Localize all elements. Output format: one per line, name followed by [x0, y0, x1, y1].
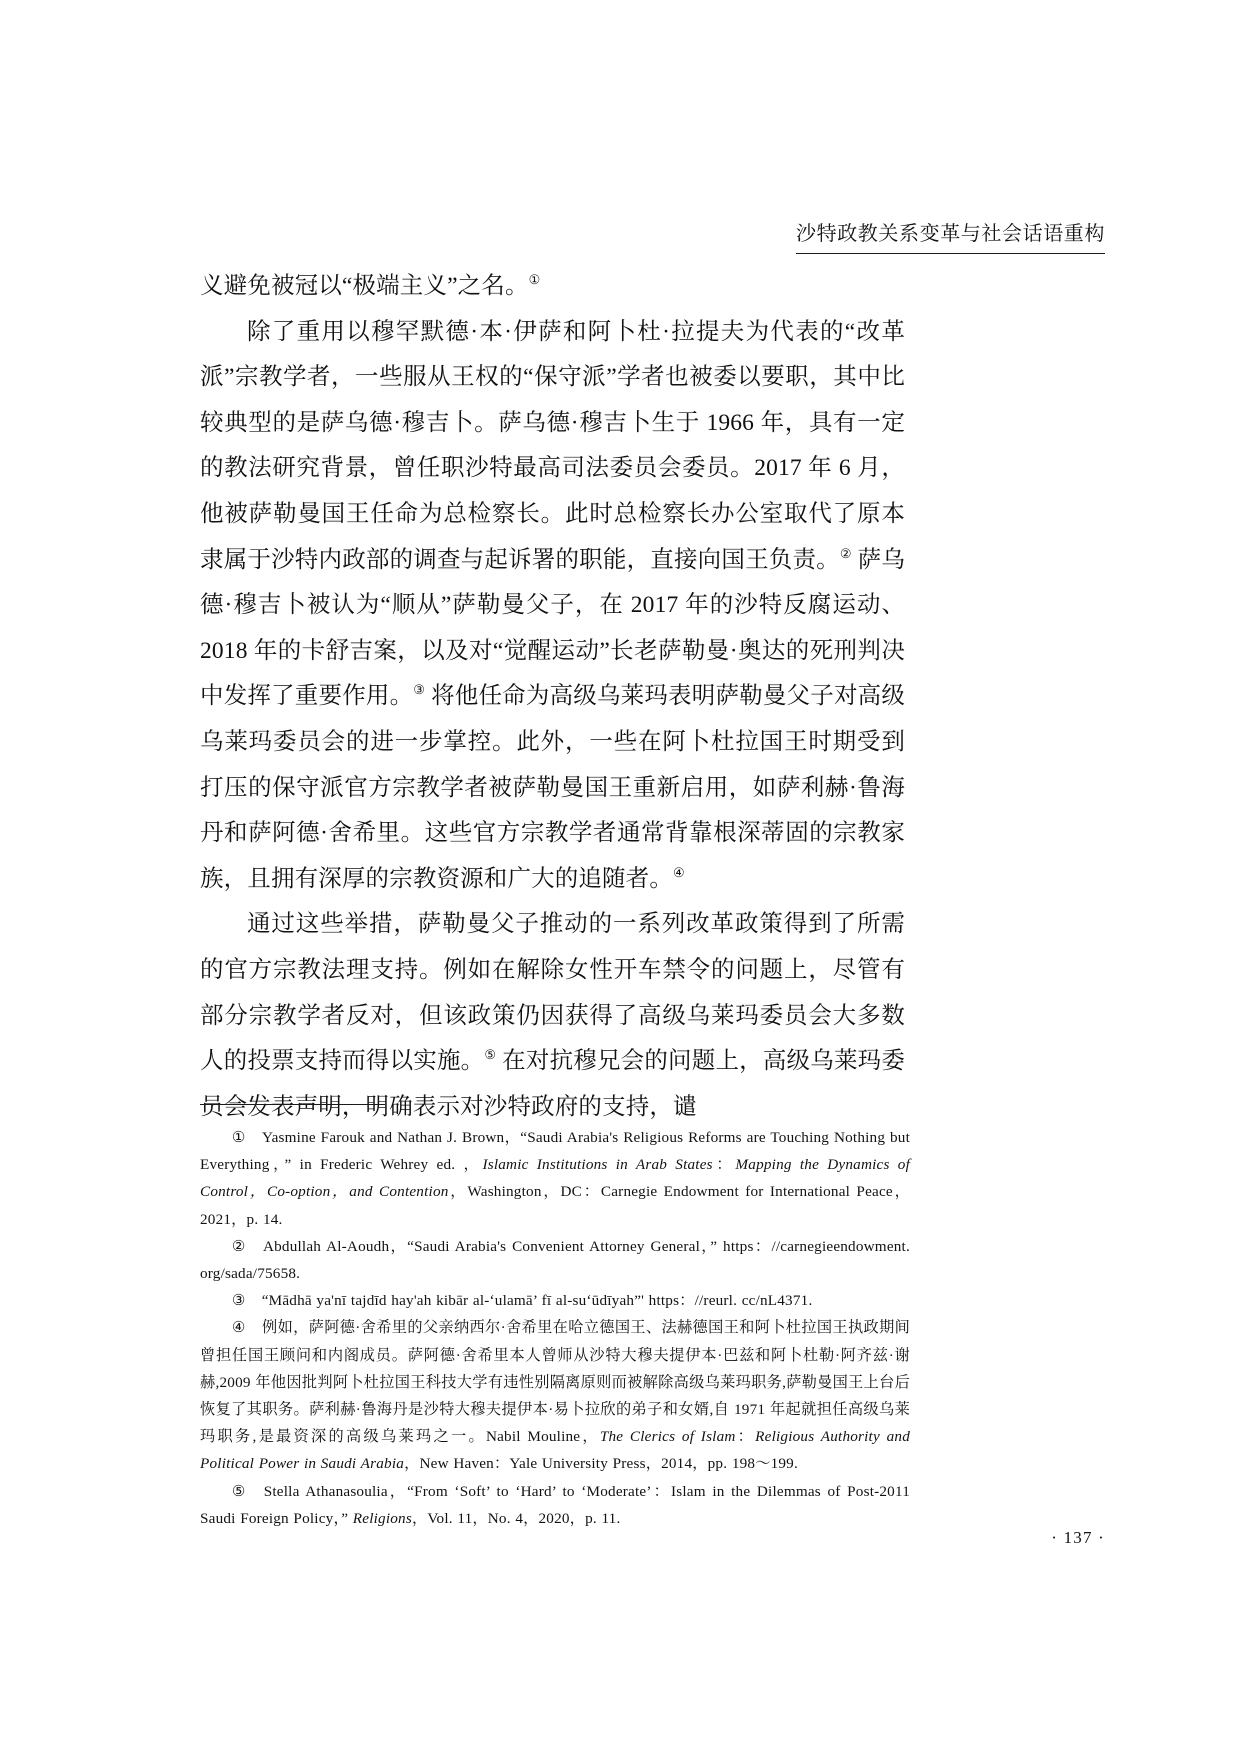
footnote-text: Yasmine Farouk and Nathan J. Brown，“Saudi Arabia's Religious Reforms are Touching Nothing but Everything，” in Frederic Wehrey ed. ， — [200, 1129, 910, 1174]
footnote-title-italic: Religious Authority and Political Power in Saudi Arabia — [200, 1428, 910, 1473]
paragraph-2 — [200, 310, 905, 903]
footnote-marker: ⑤ — [231, 1482, 264, 1500]
paragraph-2-text: 除了重用以穆罕默德·本·伊萨和阿卜杜·拉提夫为代表的“改革派”宗教学者，一些服从王权的“保守派”学者也被委以要职，其中比较典型的是萨乌德·穆吉卜。萨乌德·穆吉卜生于 1966 年，具有一定的教法研究背景，曾任职沙特最高司法委员会委员。2017 年 6 月，他被萨勒曼国王任命为总检察长。此时总检察长办公室取代了原本隶属于沙特内政部的调查与起诉署的职能，直接向国王负责。 — [200, 318, 905, 573]
paragraph-1-text: 义避免被冠以“极端主义”之名。 — [200, 273, 529, 299]
footnote-item — [200, 1314, 910, 1477]
footnote-title-italic: Islamic Institutions in Arab States — [482, 1156, 713, 1174]
footnote-marker: ① — [231, 1129, 262, 1146]
footnote-item — [200, 1233, 910, 1287]
footnote-item — [200, 1124, 910, 1233]
body-text — [200, 264, 905, 1130]
footnote-ref-3: ③ — [413, 682, 425, 698]
footnote-text: ： — [735, 1428, 756, 1446]
footnote-marker: ③ — [231, 1292, 262, 1310]
paragraph-3-text: 通过这些举措，萨勒曼父子推动的一系列改革政策得到了所需的官方宗教法理支持。例如在解除女性开车禁令的问题上，尽管有部分宗教学者反对，但该政策仍因获得了高级乌莱玛委员会大多数人的投票支持而得以实施。 — [200, 911, 905, 1075]
footnote-text: Abdullah Al-Aoudh，“Saudi Arabia's Convenient Attorney General，” https：//carnegieendowment. org/sada/75658. — [200, 1237, 910, 1283]
footnote-text: ，Washington，DC：Carnegie Endowment for International Peace，2021，p. 14. — [200, 1183, 910, 1228]
running-header-title: 沙特政教关系变革与社会话语重构 — [796, 222, 1105, 254]
footnote-text: ，New Haven：Yale University Press，2014，pp. 198～199. — [404, 1455, 798, 1473]
footnote-marker: ④ — [231, 1319, 262, 1337]
footnote-separator-rule — [200, 1104, 385, 1105]
page-number: · 137 · — [1051, 1528, 1105, 1547]
footnote-text: 例如，萨阿德·舍希里的父亲纳西尔·舍希里在哈立德国王、法赫德国王和阿卜杜拉国王执政期间曾担任国王顾问和内阁成员。萨阿德·舍希里本人曾师从沙特大穆夫提伊本·巴兹和阿卜杜勒·阿齐兹·谢赫,2009 年他因批判阿卜杜拉国王科技大学有违性别隔离原则而被解除高级乌莱玛职务,萨勒曼国王上台后恢复了其职务。萨利赫·鲁海丹是沙特大穆夫提伊本·易卜拉欣的弟子和女婿,自 1971 年起就担任高级乌莱玛职务,是最资深的高级乌莱玛之一。Nabil Mouline， — [200, 1319, 910, 1446]
footnote-text: “Mādhā ya'nī tajdīd hay'ah kibār al-‘ulamā’ fī al-su‘ūdīyah”' https：//reurl. cc/nL4371. — [261, 1292, 813, 1310]
footnote-ref-1: ① — [528, 272, 541, 288]
footnote-title-italic: The Clerics of Islam — [599, 1428, 736, 1446]
footnote-text: ： — [712, 1156, 736, 1174]
footnote-ref-5: ⑤ — [484, 1047, 497, 1063]
paragraph-2-text-c: 将他任命为高级乌莱玛表明萨勒曼父子对高级乌莱玛委员会的进一步掌控。此外，一些在阿卜杜拉国王时期受到打压的保守派官方宗教学者被萨勒曼国王重新启用，如萨利赫·鲁海丹和萨阿德·舍希里。这些官方宗教学者通常背靠根深蒂固的宗教家族，且拥有深厚的宗教资源和广大的追随者。 — [200, 683, 905, 892]
footnote-list — [200, 1124, 910, 1532]
paragraph-3 — [200, 902, 905, 1130]
paragraph-1 — [200, 264, 905, 310]
footnote-text: ，Vol. 11，No. 4，2020，p. 11. — [411, 1509, 621, 1527]
running-header — [200, 222, 1105, 254]
footnote-item — [200, 1287, 910, 1314]
footnote-ref-4: ④ — [673, 864, 685, 880]
paragraph-3-text-b: 在对抗穆兄会的问题上，高级乌莱玛委员会发表声明，明确表示对沙特政府的支持，谴 — [200, 1048, 905, 1120]
footnote-item — [200, 1478, 910, 1532]
paragraph-2-text-b: 萨乌德·穆吉卜被认为“顺从”萨勒曼父子，在 2017 年的沙特反腐运动、2018 年的卡舒吉案，以及对“觉醒运动”长老萨勒曼·奥达的死刑判决中发挥了重要作用。 — [200, 546, 905, 710]
footnote-ref-2: ② — [839, 545, 852, 561]
footnote-title-italic: Religions — [348, 1509, 412, 1527]
footnote-marker: ② — [231, 1237, 263, 1255]
footnote-title-italic: Mapping the Dynamics of Control，Co-option，and Contention — [200, 1156, 911, 1201]
footnote-text: Stella Athanasoulia，“From ‘Soft’ to ‘Hard’ to ‘Moderate’：Islam in the Dilemmas of Post-2011 Saudi Foreign Policy，” — [200, 1482, 910, 1527]
